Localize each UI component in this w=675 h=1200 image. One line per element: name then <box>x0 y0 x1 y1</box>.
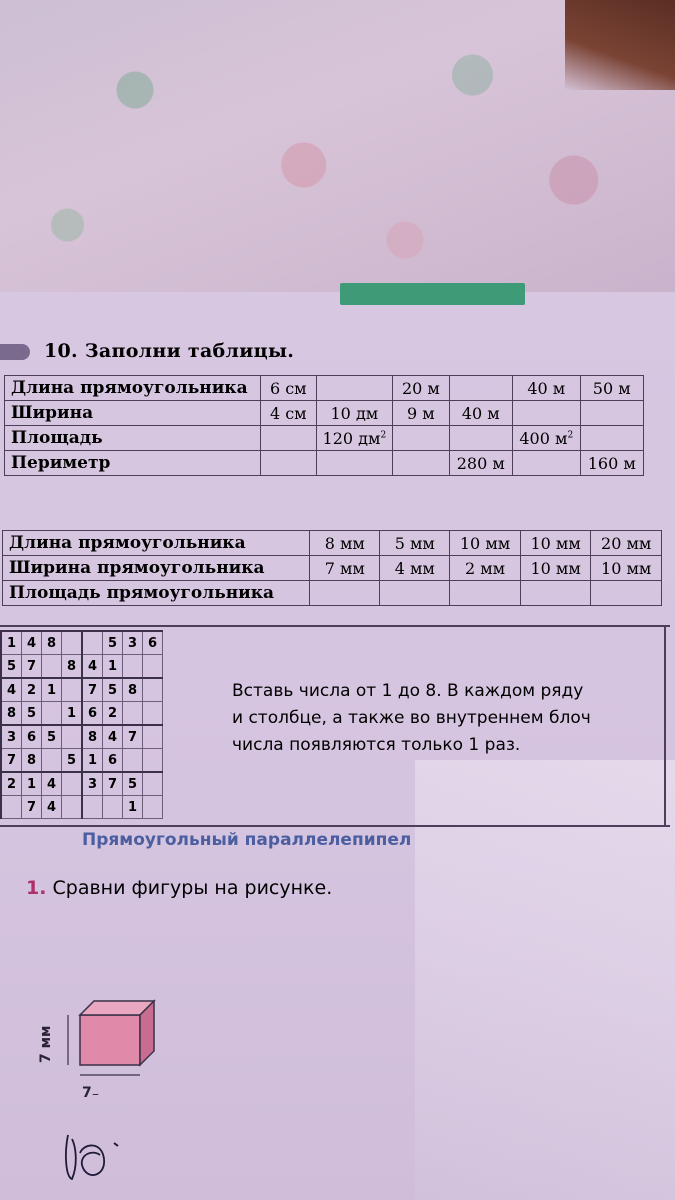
table-cell <box>380 581 450 606</box>
exercise-10-title: 10. Заполни таблицы. <box>44 340 295 362</box>
bottom-label: 7₋ <box>82 1085 100 1101</box>
sudoku-cell[interactable] <box>82 796 103 819</box>
frame-edge <box>664 627 666 825</box>
handwriting-scribble <box>62 1125 142 1185</box>
table-row <box>5 401 644 426</box>
sudoku-cell: 4 <box>42 772 62 796</box>
table-cell <box>316 376 393 401</box>
table-cell: 50 м <box>580 376 644 401</box>
table-cell: 20 м <box>393 376 449 401</box>
sudoku-cell: 1 <box>62 702 83 726</box>
sudoku-cell[interactable] <box>62 772 83 796</box>
sudoku-cell: 5 <box>62 749 83 773</box>
table-cell: 8 мм <box>310 531 380 556</box>
rectangle-table-2 <box>2 530 662 606</box>
sudoku-cell: 7 <box>123 725 143 749</box>
sudoku-cell[interactable] <box>82 631 103 655</box>
sudoku-cell: 7 <box>22 655 42 679</box>
table-cell <box>580 401 644 426</box>
sudoku-cell[interactable] <box>143 749 163 773</box>
row-label: Ширина <box>5 401 261 426</box>
table-cell <box>261 426 317 451</box>
sudoku-cell[interactable] <box>143 655 163 679</box>
sudoku-cell[interactable] <box>103 796 123 819</box>
row-label: Длина прямоугольника <box>3 531 310 556</box>
sudoku-cell: 5 <box>103 631 123 655</box>
table-cell: 9 м <box>393 401 449 426</box>
sudoku-cell: 2 <box>103 702 123 726</box>
table-cell: 280 м <box>449 451 512 476</box>
sudoku-cell: 6 <box>143 631 163 655</box>
sudoku-row <box>1 678 163 702</box>
sudoku-cell: 5 <box>123 772 143 796</box>
table-cell: 5 мм <box>380 531 450 556</box>
sudoku-cell: 1 <box>1 631 22 655</box>
task-1-number: 1. <box>26 877 47 899</box>
sudoku-cell: 5 <box>1 655 22 679</box>
table-cell <box>450 581 521 606</box>
sudoku-instruction <box>232 678 662 759</box>
cube-figure <box>36 995 156 1105</box>
sudoku-cell: 8 <box>82 725 103 749</box>
sudoku-cell[interactable] <box>123 702 143 726</box>
row-label: Длина прямоугольника <box>5 376 261 401</box>
table-cell: 4 мм <box>380 556 450 581</box>
table-cell: 160 м <box>580 451 644 476</box>
table-cell: 4 см <box>261 401 317 426</box>
table-cell <box>449 376 512 401</box>
sudoku-cell: 8 <box>62 655 83 679</box>
sudoku-cell[interactable] <box>42 702 62 726</box>
cube-front-face <box>80 1015 140 1065</box>
sudoku-cell[interactable] <box>62 678 83 702</box>
sudoku-cell[interactable] <box>143 796 163 819</box>
sudoku-cell: 4 <box>42 796 62 819</box>
sudoku-cell: 7 <box>103 772 123 796</box>
sudoku-cell: 1 <box>123 796 143 819</box>
sudoku-cell: 4 <box>103 725 123 749</box>
rectangle-table-1 <box>4 375 644 476</box>
sudoku-cell[interactable] <box>123 655 143 679</box>
table-row <box>5 451 644 476</box>
sudoku-cell[interactable] <box>42 655 62 679</box>
sudoku-cell: 1 <box>103 655 123 679</box>
sudoku-cell: 6 <box>22 725 42 749</box>
table-row <box>3 556 662 581</box>
sudoku-cell: 8 <box>42 631 62 655</box>
sudoku-cell: 2 <box>22 678 42 702</box>
row-label: Площадь прямоугольника <box>3 581 310 606</box>
row-label: Периметр <box>5 451 261 476</box>
sudoku-cell: 8 <box>123 678 143 702</box>
table-row <box>3 581 662 606</box>
table-cell <box>393 451 449 476</box>
sudoku-cell: 1 <box>82 749 103 773</box>
table-cell: 120 $дм^2$ <box>316 426 393 451</box>
row-label: Площадь <box>5 426 261 451</box>
sudoku-cell: 8 <box>22 749 42 773</box>
sudoku-cell[interactable] <box>143 725 163 749</box>
sudoku-cell[interactable] <box>42 749 62 773</box>
sudoku-cell: 1 <box>22 772 42 796</box>
sudoku-cell: 4 <box>82 655 103 679</box>
sudoku-cell: 1 <box>42 678 62 702</box>
sudoku-cell[interactable] <box>143 678 163 702</box>
handwriting-text: ю <box>62 1125 63 1126</box>
sudoku-cell[interactable] <box>62 631 83 655</box>
sudoku-row <box>1 725 163 749</box>
table-cell: 10 мм <box>520 556 591 581</box>
sudoku-cell: 5 <box>22 702 42 726</box>
table-cell: 10 мм <box>450 531 521 556</box>
sudoku-cell: 5 <box>103 678 123 702</box>
sudoku-cell: 8 <box>1 702 22 726</box>
table-cell <box>513 401 580 426</box>
table-cell: 6 см <box>261 376 317 401</box>
table-cell <box>449 426 512 451</box>
sudoku-cell[interactable] <box>62 796 83 819</box>
sudoku-row <box>1 702 163 726</box>
sudoku-cell[interactable] <box>123 749 143 773</box>
table-cell <box>261 451 317 476</box>
sudoku-cell: 2 <box>1 772 22 796</box>
table-cell: 40 м <box>449 401 512 426</box>
sudoku-cell[interactable] <box>143 702 163 726</box>
instruction-line: Вставь числа от 1 до 8. В каждом ряду <box>232 681 584 701</box>
table-cell: 10 дм <box>316 401 393 426</box>
sudoku-cell: 7 <box>82 678 103 702</box>
table-corner <box>565 0 675 90</box>
table-cell: 7 мм <box>310 556 380 581</box>
instruction-line: числа появляются только 1 раз. <box>232 735 521 755</box>
table-cell <box>591 581 662 606</box>
table-cell: 20 мм <box>591 531 662 556</box>
sudoku-cell: 3 <box>1 725 22 749</box>
sudoku-cell: 7 <box>22 796 42 819</box>
table-row <box>5 426 644 451</box>
table-cell <box>316 451 393 476</box>
sudoku-row <box>1 749 163 773</box>
table-cell: 40 м <box>513 376 580 401</box>
sudoku-row <box>1 631 163 655</box>
green-bookmark <box>340 283 525 305</box>
section-title: Прямоугольный параллелепипел <box>82 830 412 850</box>
table-cell <box>310 581 380 606</box>
sudoku-cell[interactable] <box>143 772 163 796</box>
table-cell <box>520 581 591 606</box>
sudoku-cell[interactable] <box>62 725 83 749</box>
sudoku-row <box>1 772 163 796</box>
task-1 <box>4 877 332 899</box>
sudoku-cell: 3 <box>82 772 103 796</box>
sudoku-grid <box>0 630 163 819</box>
table-row <box>3 531 662 556</box>
table-cell: 2 мм <box>450 556 521 581</box>
table-cell: 10 мм <box>520 531 591 556</box>
side-label: 7 мм <box>38 1025 54 1063</box>
table-cell <box>580 426 644 451</box>
table-cell <box>393 426 449 451</box>
table-cell: 400 $м^2$ <box>513 426 580 451</box>
instruction-line: и столбце, а также во внутреннем блоч <box>232 708 591 728</box>
sudoku-cell: 7 <box>1 749 22 773</box>
task-1-text: Сравни фигуры на рисунке. <box>52 877 333 899</box>
sudoku-cell: 5 <box>42 725 62 749</box>
sudoku-cell: 3 <box>123 631 143 655</box>
table-row <box>5 376 644 401</box>
sudoku-row <box>1 796 163 819</box>
sudoku-cell: 6 <box>82 702 103 726</box>
table-cell: 10 мм <box>591 556 662 581</box>
table-cell <box>513 451 580 476</box>
sudoku-cell: 4 <box>22 631 42 655</box>
row-label: Ширина прямоугольника <box>3 556 310 581</box>
sudoku-cell[interactable] <box>1 796 22 819</box>
sudoku-cell: 4 <box>1 678 22 702</box>
exercise-marker-icon <box>0 344 30 360</box>
sudoku-row <box>1 655 163 679</box>
sudoku-cell: 6 <box>103 749 123 773</box>
